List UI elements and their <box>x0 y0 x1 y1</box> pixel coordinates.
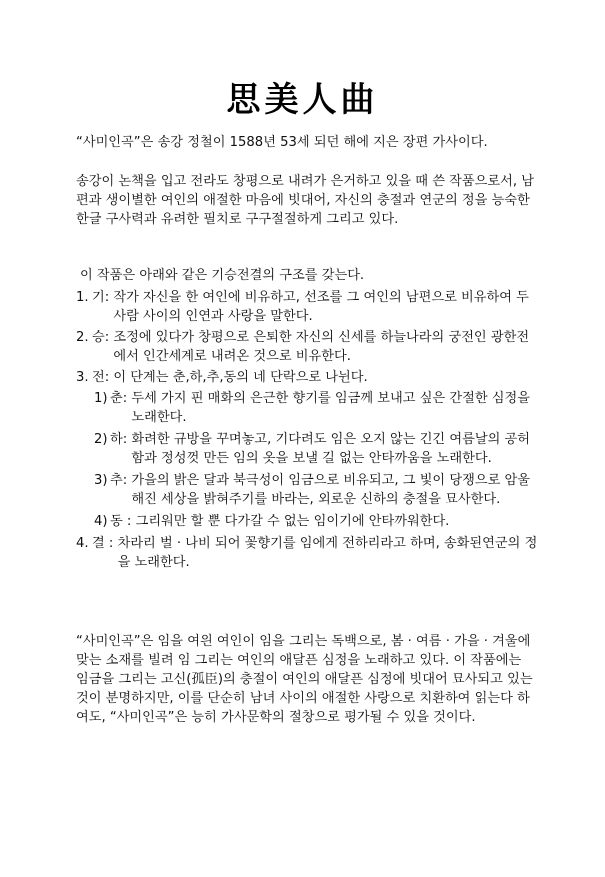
structure-number: 2. <box>76 330 89 345</box>
season-text: 그리워만 할 뿐 다가갈 수 없는 임이기에 안타까워한다. <box>135 514 450 529</box>
season-label: 동 : <box>110 514 136 529</box>
structure-label: 전: <box>92 370 114 385</box>
structure-label: 결 : <box>92 536 118 551</box>
season-label: 하: <box>110 432 132 447</box>
background-paragraph: 송강이 논책을 입고 전라도 창평으로 내려가 은거하고 있을 때 쓴 작품으로서, 남편과 생이별한 여인의 애절한 마음에 빗대어, 자신의 충절과 연군의 정을 능숙한 한글 구사력과 유려한 필치로 구구절절하게 그리고 있다. <box>76 174 534 227</box>
structure-item-gyeol <box>76 534 538 572</box>
structure-text: 차라리 벌 · 나비 되어 꽃향기를 임에게 전하리라고 하며, 송화된연군의 정을 노래한다. <box>117 536 538 570</box>
structure-intro: 이 작품은 아래와 같은 기승전결의 구조를 갖는다. <box>80 268 365 283</box>
structure-item-jeon <box>76 368 538 387</box>
season-label: 춘: <box>110 391 132 406</box>
structure-text: 작가 자신을 한 여인에 비유하고, 선조를 그 여인의 남편으로 비유하여 두 사람 사이의 인연과 사랑을 말한다. <box>113 290 529 324</box>
structure-text: 이 단계는 춘,하,추,동의 네 단락으로 나뉜다. <box>113 370 368 385</box>
season-item-winter <box>76 512 538 531</box>
structure-item-seung <box>76 328 538 366</box>
structure-list <box>76 288 538 574</box>
season-text: 가을의 밝은 달과 북극성이 임금으로 비유되고, 그 빛이 당쟁으로 암울해진 세상을 밝혀주기를 바라는, 외로운 신하의 충절을 묘사한다. <box>131 473 530 507</box>
document-title: 思美人曲 <box>226 80 379 120</box>
season-number: 3) <box>94 473 108 488</box>
season-number: 2) <box>94 432 108 447</box>
structure-item-gi <box>76 288 538 326</box>
season-item-autumn <box>76 471 538 509</box>
season-list <box>76 389 538 531</box>
closing-paragraph: “사미인곡”은 임을 여읜 여인이 임을 그리는 독백으로, 봄 · 여름 · 가을 · 겨울에 맞는 소재를 빌려 임 그리는 여인의 애달픈 심정을 노래하고 있다. 이 작품에는 임금을 그리는 고신(孤臣)의 충절이 여인의 애달픈 심정에 빗대어 묘사되고 있는 것이 분명하지만, 이를 단순히 남녀 사이의 애절한 사랑으로 치환하여 읽는다 하여도, “사미인곡”은 능히 가사문학의 절창으로 평가될 수 있을 것이다. <box>76 634 533 725</box>
season-label: 추: <box>110 473 132 488</box>
season-number: 1) <box>94 391 108 406</box>
season-item-spring <box>76 389 538 427</box>
season-text: 화려한 규방을 꾸며놓고, 기다려도 임은 오지 않는 긴긴 여름날의 공허함과 정성껏 만든 임의 옷을 보낼 길 없는 안타까움을 노래한다. <box>131 432 530 466</box>
structure-label: 기: <box>92 290 114 305</box>
intro-paragraph: “사미인곡”은 송강 정철이 1588년 53세 되던 해에 지은 장편 가사이다. <box>76 135 488 150</box>
season-number: 4) <box>94 514 108 529</box>
structure-number: 4. <box>76 536 89 551</box>
season-text: 두세 가지 핀 매화의 은근한 향기를 임금께 보내고 싶은 간절한 심정을 노래한다. <box>131 391 530 425</box>
structure-text: 조정에 있다가 창평으로 은퇴한 자신의 신세를 하늘나라의 궁전인 광한전에서 인간세계로 내려온 것으로 비유한다. <box>113 330 530 364</box>
season-sublist-wrapper <box>76 389 538 531</box>
structure-number: 3. <box>76 370 89 385</box>
season-item-summer <box>76 430 538 468</box>
structure-label: 승: <box>92 330 114 345</box>
structure-number: 1. <box>76 290 89 305</box>
